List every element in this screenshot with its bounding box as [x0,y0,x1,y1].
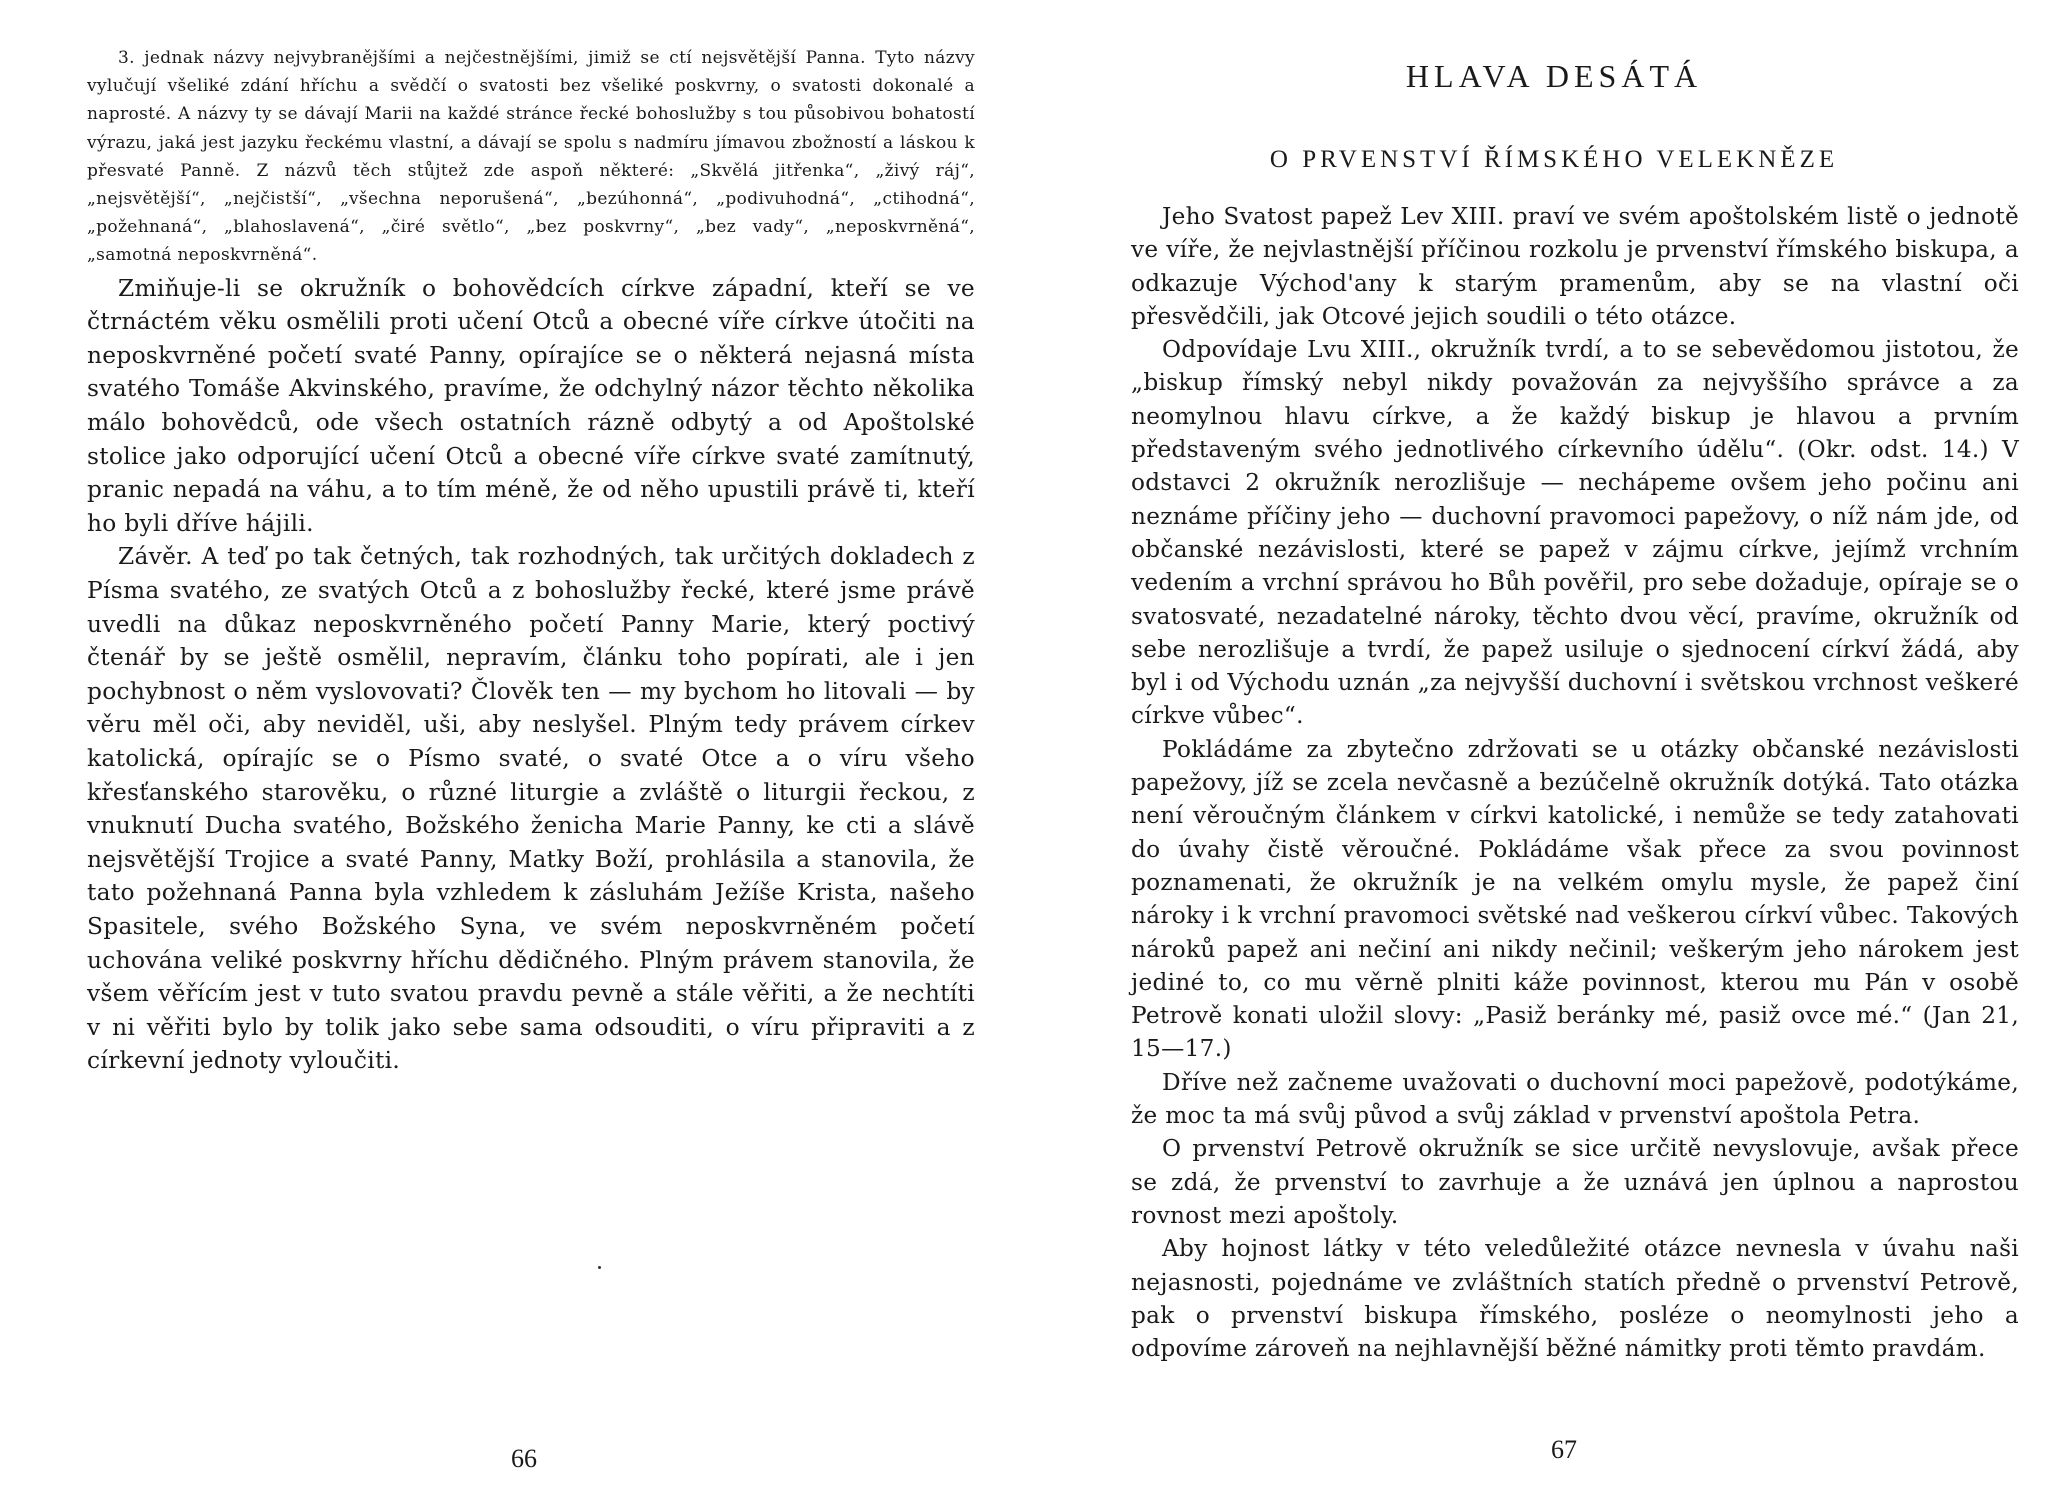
body-paragraph: Odpovídaje Lvu XIII., okružník tvrdí, a to se sebevědomou jistotou, že „biskup římský nebyl nikdy považován za nejvyššího správce a za neomylnou hlavu církve, a že každý biskup je hlavou a prvním představeným svého jednotlivého církevního údělu“. (Okr. odst. 14.) V odstavci 2 okružník nerozlišuje — nechápeme ovšem jeho počinu ani neznáme příčiny jeho — duchovní pravomoci papežovy, o níž nám jde, od občanské nezávislosti, které se papež v zájmu církve, jejímž vrchním vedením a vrchní správou ho Bůh pověřil, pro sebe dožaduje, opíraje se o svatosvaté, nezadatelné nároky, těchto dvou věcí, pravíme, okružník od sebe nerozlišuje a tvrdí, že papež usiluje o sjednocení církví žádá, aby byl i od Východu uznán „za nejvyšší duchovní i světskou vrchnost veškeré církve vůbec“. [1131,336,2019,730]
page-number: 66 [511,1444,537,1473]
stray-dot [598,1266,601,1269]
chapter-title: HLAVA DESÁTÁ [1405,58,1703,94]
body-paragraph: Pokládáme za zbytečno zdržovati se u otázky občanské nezávislosti papežovy, jíž se zcela nevčasně a bezúčelně okružník dotýká. Tato otázka není věroučným článkem v církvi katolické, i nemůže se tedy zatahovati do úvahy čistě věroučné. Pokládáme však přece za svou povinnost poznamenati, že okružník je na velkém omylu mysle, že papež činí nároky i k vrchní pravomoci světské nad veškerou církví vůbec. Takových nároků papež ani nečiní ani nikdy nečinil; veškerým jeho nárokem jest jediné to, co mu věrně plniti káže povinnost, kterou mu Pán v osobě Petrově konati uložil slovy: „Pasiž beránky mé, pasiž ovce mé.“ (Jan 21, 15—17.) [1131,735,2019,1063]
left-text-block [87,44,975,1078]
chapter-subtitle: O PRVENSTVÍ ŘÍMSKÉHO VELEKNĚZE [1269,146,1839,173]
page-number: 67 [1551,1435,1577,1464]
body-paragraph: Aby hojnost látky v této veledůležité otázce nevnesla v úvahu naši nejasnosti, pojednáme ve zvláštních statích předně o prvenství Petrově, pak o prvenství biskupa římského, posléze o neomylnosti jeho a odpovíme zároveň na nejhlavnější běžné námitky proti těmto pravdám. [1131,1235,2019,1363]
body-paragraph: Jeho Svatost papež Lev XIII. praví ve svém apoštolském listě o jednotě ve víře, že nejvlastnější příčinou rozkolu je prvenství římského biskupa, a odkazuje Východ'any k starým pramenům, aby se na vlastní oči přesvědčili, jak Otcové jejich soudili o této otázce. [1131,203,2019,330]
right-text-block [1131,200,2019,1365]
body-paragraph: O prvenství Petrově okružník se sice určitě nevyslovuje, avšak přece se zdá, že prvenství to zavrhuje a že uznává jen úplnou a naprostou rovnost mezi apoštoly. [1131,1135,2019,1229]
footnote-paragraph: 3. jednak názvy nejvybranějšími a nejčestnějšími, jimiž se ctí nejsvětější Panna. Tyto názvy vylučují všeliké zdání hříchu a svědčí o svatosti bez všeliké poskvrny, o svatosti dokonalé a naprosté. A názvy ty se dávají Marii na každé stránce řecké bohoslužby s tou působivou bohatostí výrazu, jaká jest jazyku řeckému vlastní, a dávají se spolu s nadmíru jímavou zbožností a láskou k přesvaté Panně. Z názvů těch stůjtež zde aspoň některé: „Skvělá jitřenka“, „živý ráj“, „nejsvětější“, „nejčistší“, „všechna neporušená“, „bezúhonná“, „podivuhodná“, „ctihodná“, „požehnaná“, „blahoslavená“, „čiré světlo“, „bez poskvrny“, „bez vady“, „neposkvrněná“, „samotná neposkvrněná“. [87,48,975,266]
body-paragraph: Závěr. A teď po tak četných, tak rozhodných, tak určitých dokladech z Písma svatého, ze svatých Otců a z bohoslužby řecké, které jsme právě uvedli na důkaz neposkvrněného početí Panny Marie, který poctivý čtenář by se ještě osmělil, nepravím, článku toho popírati, ale i jen pochybnost o něm vyslovovati? Člověk ten — my bychom ho litovali — by věru měl oči, aby neviděl, uši, aby neslyšel. Plným tedy právem církev katolická, opírajíc se o Písmo svaté, o svaté Otce a o víru všeho křesťanského starověku, o různé liturgie a zvláště o liturgii řeckou, z vnuknutí Ducha svatého, Božského ženicha Marie Panny, ke cti a slávě nejsvětější Trojice a svaté Panny, Matky Boží, prohlásila a stanovila, že tato požehnaná Panna byla vzhledem k zásluhám Ježíše Krista, našeho Spasitele, svého Božského Syna, ve svém neposkvrněném početí uchována veliké poskvrny hříchu dědičného. Plným právem stanovila, že všem věřícím jest v tuto svatou pravdu pevně a stále věřiti, a že nechtíti v ni věřiti bylo by tolik jako sebe sama odsouditi, o víru připraviti a z církevní jednoty vyloučiti. [87,543,975,1075]
right-page [1036,0,2072,1500]
body-paragraph: Dříve než začneme uvažovati o duchovní moci papežově, podotýkáme, že moc ta má svůj původ a svůj základ v prvenství apoštola Petra. [1131,1068,2019,1130]
body-paragraph: Zmiňuje-li se okružník o bohovědcích církve západní, kteří se ve čtrnáctém věku osmělili proti učení Otců a obecné víře církve útočiti na neposkvrněné početí svaté Panny, opírajíce se o některá nejasná místa svatého Tomáše Akvinského, pravíme, že odchylný názor těchto několika málo bohovědců, ode všech ostatních rázně odbytý a od Apoštolské stolice jako odporující učení Otců a obecné víře církve svaté zamítnutý, pranic nepadá na váhu, a to tím méně, že od něho upustili právě ti, kteří ho byli dříve hájili. [87,274,975,537]
